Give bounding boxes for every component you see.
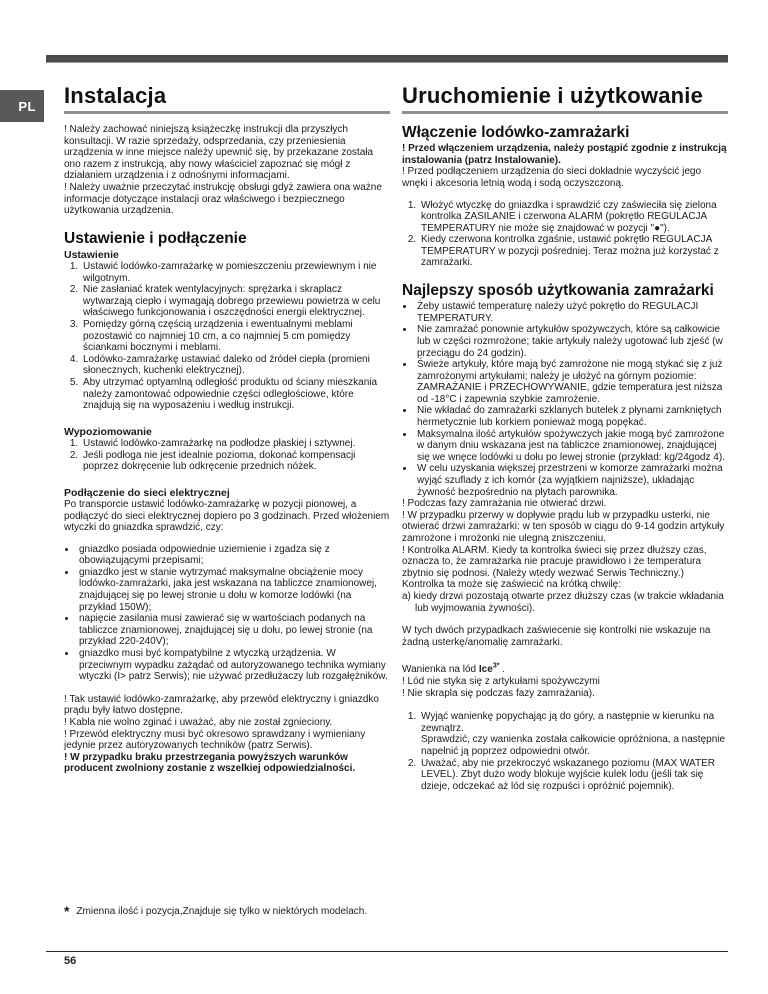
list-item: • gniazdko jest w stanie wytrzymać maksymalne obciążenie mocy lodówko-zamrażarki, jaka jest wskazana na tabliczce znamionowej, znajdującej się po lewej stronie u dołu w komorze lodówki (na przykład 150W); <box>77 567 390 613</box>
list-item: • Nie wkładać do zamrażarki szklanych butelek z płynami zamkniętych hermetycznie lub korkiem ponieważ mogą popękać. <box>415 405 728 428</box>
left-column <box>64 84 390 792</box>
text-run: Sprawdzić, czy wanienka została całkowicie opróżniona, a następnie napełnić ją poprzez odpowiedni otwór. <box>421 734 726 757</box>
text-run: Wanienka na lód <box>402 664 479 676</box>
spacer <box>64 534 390 544</box>
ice-tray-title <box>402 664 728 676</box>
list-item: • W celu uzyskania większej przestrzeni w komorze zamrażarki można wyjąć szuflady z ich komór (za wyjątkiem najniższe), układając żywność bezpośrednio na płytach parownika. <box>415 463 728 498</box>
list-item: • gniazdko musi być kompatybilne z wtyczką urządzenia. W przeciwnym wypadku zażądać od autoryzowanego technika wymiany wtyczki (I> patrz Serwis); nie używać przedłużaczy lub rozgałężników. <box>77 648 390 683</box>
subheading-podlaczenie-elektryczne: Podłączenie do sieci elektrycznej <box>64 486 230 499</box>
levelling-steps <box>64 438 390 473</box>
spacer <box>402 190 728 200</box>
ice-note-2: ! Nie skrapla się podczas fazy zamrażania). <box>402 687 595 699</box>
spacer <box>402 699 728 711</box>
text-run: 3 <box>492 663 497 671</box>
warning-access: ! Tak ustawić lodówko-zamrażarkę, aby przewód elektryczny i gniazdko prądu były łatwo dostępne. <box>64 693 379 717</box>
right-column <box>402 84 728 792</box>
list-item: 2. Jeśli podłoga nie jest idealnie pozioma, dokonać kompensacji poprzez dokręcenie lub odkręcenie przednich nóżek. <box>81 450 390 473</box>
intro-paragraph-1: ! Należy zachować niniejszą książeczkę instrukcji dla przyszłych konsultacji. W razie sprzedaży, odsprzedania, czy przeniesienia urządzenia w inne miejsce należy upewnić się, by przekazane została ono razem z instrukcją, aby nowy właściciel zapoznać się mógł z działaniem urządzenia i z odnośnymi informacjami. <box>64 124 374 182</box>
warning-no-open-door: ! Podczas fazy zamrażania nie otwierać drzwi. <box>402 498 607 510</box>
alarm-note-conclusion: W tych dwóch przypadkach zaświecenie się kontrolki nie wskazuje na żadną usterkę/anomalię zamrażarki. <box>402 625 711 648</box>
alarm-note-intro: Kontrolka ta może się zaświecić na krótką chwilę: <box>402 579 621 591</box>
electrical-intro: Po transporcie ustawić lodówko-zamrażarkę w pozycji pionowej, a podłączyć do sieci elektrycznej dopiero po 3 godzinach. Przed włożeniem wtyczki do gniazdka sprawdzić, czy: <box>64 498 390 534</box>
footnote-asterisk: * <box>64 903 70 919</box>
intro-paragraph-2: ! Należy uważnie przeczytać instrukcję obsługi gdyż zawiera ona ważne informacje dotyczące instalacji oraz właściwego i bezpiecznego użytkowania urządzenia. <box>64 182 382 217</box>
list-item: 2. Nie zasłaniać kratek wentylacyjnych: sprężarka i skraplacz wytwarzają ciepło i wymagają dobrego przewiewu powietrza w celu właściwego funkcjonowania i oszczędności energii elektrycznej. <box>81 284 390 319</box>
ice-note-1: ! Lód nie styka się z artykułami spożywczymi <box>402 675 600 687</box>
list-item: • napięcie zasilania musi zawierać się w wartościach podanych na tabliczce znamionowej, znajdującej się u dołu, po lewej stronie (na przykład 220-240V); <box>77 613 390 648</box>
list-item: 4. Lodówko-zamrażarkę ustawiać daleko od źródeł ciepła (promieni słonecznych, kuchenki elektrycznej). <box>81 354 390 377</box>
warning-power-cut: ! W przypadku przerwy w dopływie prądu lub w przypadku usterki, nie otwierać drzwi zamrażarki: w ten sposób w ciągu do 9-14 godzin artykuły zamrożone i mrożonki nie ulegną zniszczeniu. <box>402 509 725 544</box>
language-tab <box>0 90 44 122</box>
list-item: 3. Pomiędzy górną częścią urządzenia i ewentualnymi meblami pozostawić co najmniej 10 cm, a co najmniej 5 cm pomiędzy ściankami bocznymi i meblami. <box>81 319 390 354</box>
subheading-wypoziomowanie: Wypoziomowanie <box>64 425 152 438</box>
page-number: 56 <box>64 955 77 967</box>
startup-steps <box>402 200 728 270</box>
heading-uruchomienie: Uruchomienie i użytkowanie <box>402 84 728 114</box>
content-columns <box>64 84 728 792</box>
freezer-tips <box>402 301 728 498</box>
spacer <box>402 648 728 664</box>
list-item: • Nie zamrażać ponownie artykułów spożywczych, które są całkowicie lub w części rozmrożone; takie artykuły należy ugotować lub zjeść (w przeciągu do 24 godzin). <box>415 324 728 359</box>
ice-tray-steps <box>402 711 728 792</box>
list-item <box>419 711 728 757</box>
list-item: 2. Uważać, aby nie przekroczyć wskazanego poziomu (MAX WATER LEVEL). Zbyt dużo wody blokuje wyjście kulek lodu (jeśli tak się dzieje, odczekać aż lód się rozpuści i opróżnić pojemnik). <box>419 758 728 793</box>
text-run: Wyjąć wanienkę popychając ją do góry, a następnie w kierunku na zewnątrz. <box>421 711 715 734</box>
startup-warning-1: ! Przed włączeniem urządzenia, należy postąpić zgodnie z instrukcją instalowania (patrz Instalowanie). <box>402 143 727 166</box>
list-item: 2. Kiedy czerwona kontrolka zgaśnie, ustawić pokrętło REGULACJA TEMPERATURY w pozycji pośredniej. Teraz można już korzystać z zamrażarki. <box>419 234 728 269</box>
heading-ustawienie-i-podlaczenie: Ustawienie i podłączenie <box>64 229 247 247</box>
warning-cord-check: ! Przewód elektryczny musi być okresowo sprawdzany i wymieniany jedynie przez autoryzowanych techników (patrz Serwis). <box>64 728 366 752</box>
list-item: 1. Ustawić lodówko-zamrażarkę na podłodze płaskiej i sztywnej. <box>81 438 390 450</box>
list-item: 5. Aby utrzymać optyamlną odległość produktu od ściany mieszkania należy zamontować odpowiednie części odległościowe, które znajdują się na wyposażeniu i według instrukcji. <box>81 377 390 412</box>
footnote-text: Zmienna ilość i pozycja,Znajduje się tylko w niektórych modelach. <box>76 906 368 917</box>
startup-warning-2: ! Przed podłączeniem urządzenia do sieci dokładnie wyczyścić jego wnęki i akcesoria letnią wodą i sodą oczyszczoną. <box>402 166 702 189</box>
list-item: • gniazdko posiada odpowiednie uziemienie i zgadza się z obowiązującymi przepisami; <box>77 544 390 567</box>
text-run: Ice <box>478 664 493 676</box>
socket-requirements <box>64 544 390 683</box>
language-tab-label: PL <box>18 98 36 114</box>
spacer <box>402 614 728 625</box>
subheading-ustawienie: Ustawienie <box>64 248 119 261</box>
positioning-steps <box>64 261 390 412</box>
list-item: • Świeże artykuły, które mają być zamrożone nie mogą stykać się z już zamrożonymi artykułami; należy je ułożyć na górnym poziomie: ZAMRAŻANIE i PRZECHOWYWANIE, gdzie temperatura jest niższa od -18°C i zapewnia szybkie zamrożenie. <box>415 359 728 405</box>
heading-wlaczenie: Włączenie lodówko-zamrażarki <box>402 124 630 142</box>
heading-instalacja: Instalacja <box>64 84 390 114</box>
heading-najlepszy-sposob: Najlepszy sposób użytkowania zamrażarki <box>402 282 714 300</box>
warning-liability: ! W przypadku braku przestrzegania powyższych warunków producent zwolniony zostanie z wszelkiej odpowiedzialności. <box>64 751 356 775</box>
warning-cable: ! Kabla nie wolno zginać i uważać, aby nie został zgnieciony. <box>64 717 333 728</box>
warning-alarm-light: ! Kontrolka ALARM. Kiedy ta kontrolka świeci się przez dłuższy czas, oznacza to, że zamrażarka nie pracuje prawidłowo i że temperatura zbytnio się podnosi. (Należy wtedy wezwać Serwis Techniczny.) <box>402 544 707 579</box>
spacer <box>64 683 390 694</box>
list-item: 1. Ustawić lodówko-zamrażarkę w pomieszczeniu przewiewnym i nie wilgotnym. <box>81 261 390 284</box>
footer-rule <box>46 951 728 952</box>
alarm-note-a: a) kiedy drzwi pozostają otwarte przez dłuższy czas (w trakcie wkładania lub wyjmowania żywności). <box>402 590 724 614</box>
list-item: • Maksymalna ilość artykułów spożywczych jakie mogą być zamrożone w danym dniu wskazana jest na tabliczce znamionowej, znajdującej się we wnęce lodówki u dołu po lewej stronie (przykład: kg/24godz 4). <box>415 429 728 464</box>
top-rule <box>46 55 728 63</box>
footnote <box>64 901 367 917</box>
text-run: . <box>499 664 506 676</box>
list-item: • Żeby ustawić temperaturę należy użyć pokrętło do REGULACJI TEMPERATURY. <box>415 301 728 324</box>
list-item: 1. Włożyć wtyczkę do gniazdka i sprawdzić czy zaświeciła się zielona kontrolka ZASILANIE i czerwona ALARM (pokrętło REGULACJA TEMPERATURY nie może się znajdować w pozycji "●"). <box>419 200 728 235</box>
text-run: * <box>496 663 500 671</box>
